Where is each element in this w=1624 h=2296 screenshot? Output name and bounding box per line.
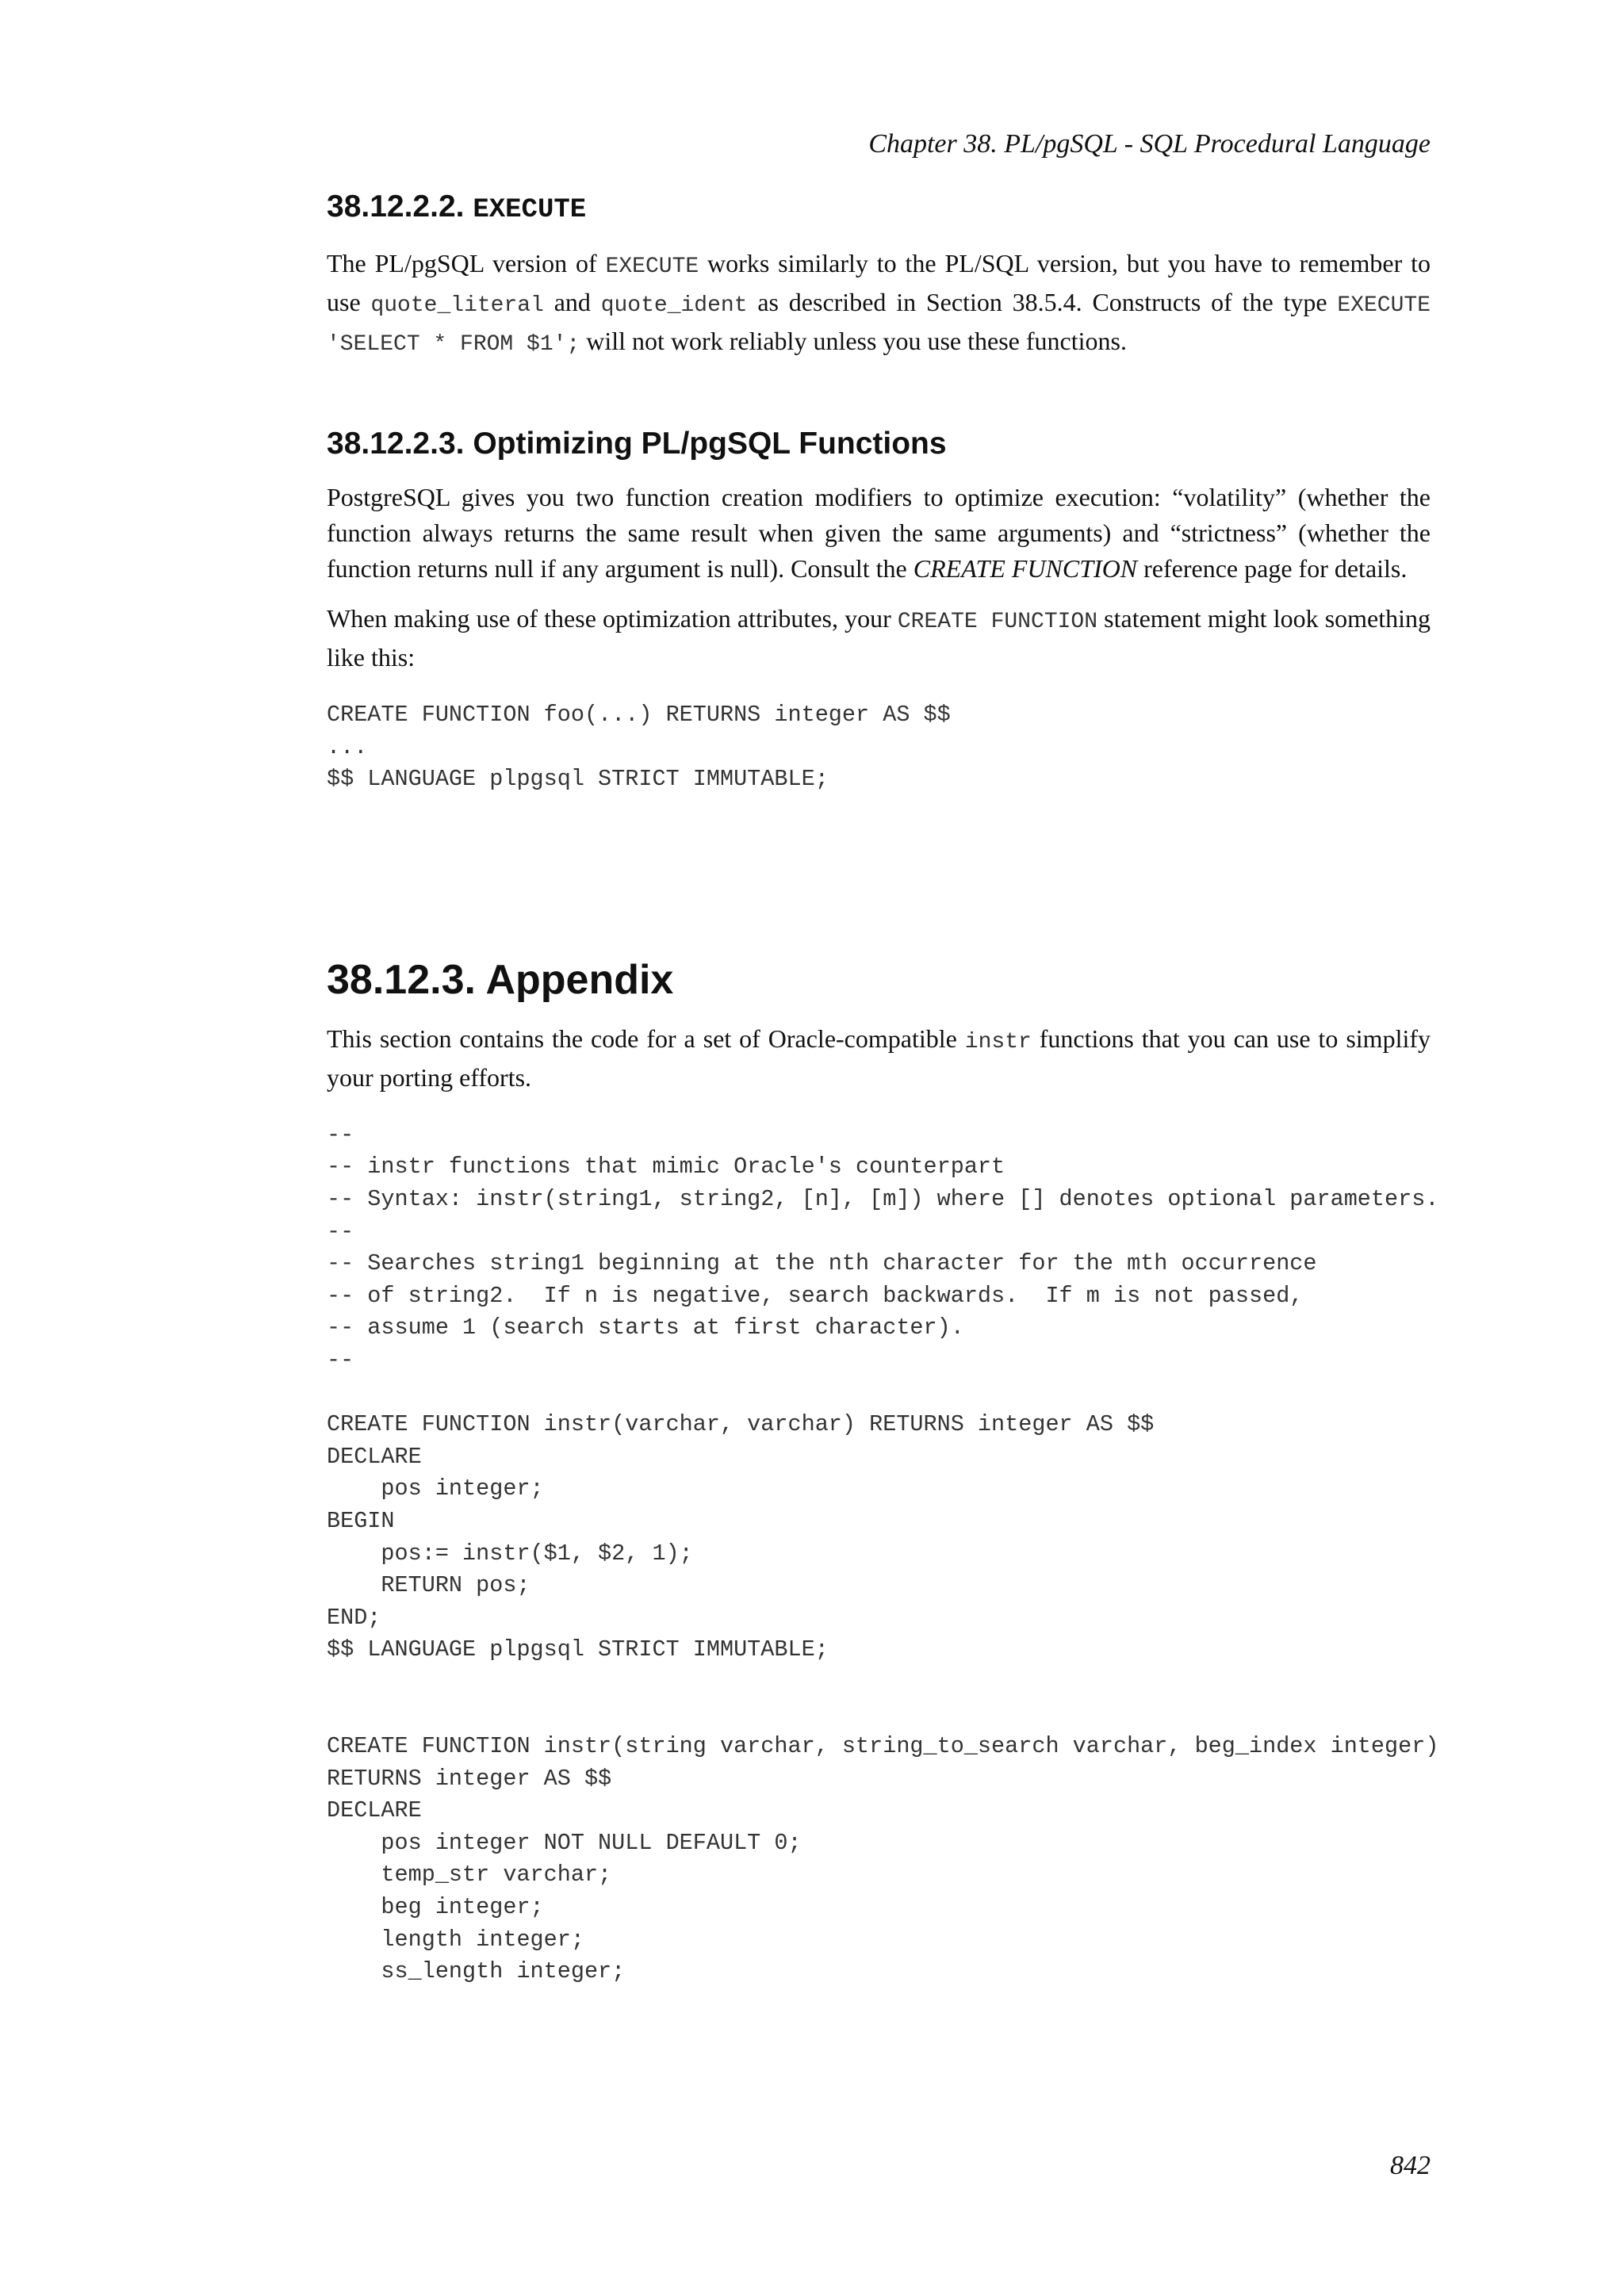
running-header: Chapter 38. PL/pgSQL - SQL Procedural Language (868, 129, 1431, 159)
inline-code: quote_literal (370, 293, 544, 318)
inline-code: instr (964, 1029, 1032, 1054)
inline-code: quote_ident (600, 293, 748, 318)
reference-link-create-function: CREATE FUNCTION (913, 554, 1138, 583)
section-title-code: EXECUTE (473, 195, 587, 225)
section-heading-optimizing: 38.12.2.3. Optimizing PL/pgSQL Functions (327, 427, 947, 461)
optimizing-paragraph-1: PostgreSQL gives you two function creation modifiers to optimize execution: “volatility” (whether the function always returns the same result when given the same arguments) and “strictness” (whether the function returns null if any argument is null). Consult the CREATE FUNCTION reference page for details. (327, 483, 1431, 583)
execute-paragraph: The PL/pgSQL version of EXECUTE works similarly to the PL/SQL version, but you have to remember to use quote_literal and quote_ident as described in Section 38.5.4. Constructs of the type EXECUTE 'SELECT * FROM $1'; will not work reliably unless you use these functions. (327, 249, 1431, 357)
page-content (327, 187, 1439, 1988)
appendix-paragraph: This section contains the code for a set of Oracle-compatible instr functions that you can use to simplify your porting efforts. (327, 1024, 1431, 1092)
inline-code: EXECUTE (605, 254, 699, 279)
section-heading-appendix: 38.12.3. Appendix (327, 956, 674, 1003)
inline-code: CREATE FUNCTION (897, 610, 1098, 634)
inline-code: EXECUTE 'SELECT * FROM $1'; (327, 293, 1431, 357)
page-number: 842 (1390, 2151, 1431, 2180)
code-block-instr-functions: -- -- instr functions that mimic Oracle's counterpart -- Syntax: instr(string1, string2, [n], [m]) where [] denotes optional parameters. -- -- Searches string1 beginning at the nth character for the mth occurrence -- of string2. If n is negative, search backwards. If m is not passed, -- assume 1 (search starts at first character). -- CREATE FUNCTION instr(varchar, varchar) RETURNS integer AS $$ DECLARE pos integer; BEGIN pos:= instr($1, $2, 1); RETURN pos; END; $$ LANGUAGE plpgsql STRICT IMMUTABLE; CREATE FUNCTION instr(string varchar, string_to_search varchar, beg_index integer) RETURNS integer AS $$ DECLARE pos integer NOT NULL DEFAULT 0; temp_str varchar; beg integer; length integer; ss_length integer; (327, 1121, 1439, 1985)
optimizing-paragraph-2: When making use of these optimization attributes, your CREATE FUNCTION statement might look something like this: (327, 604, 1431, 672)
code-block-create-function-example: CREATE FUNCTION foo(...) RETURNS integer AS $$ ... $$ LANGUAGE plpgsql STRICT IMMUTABLE; (327, 702, 951, 793)
section-heading-execute (327, 187, 1431, 230)
section-number: 38.12.2.2. (327, 189, 465, 224)
